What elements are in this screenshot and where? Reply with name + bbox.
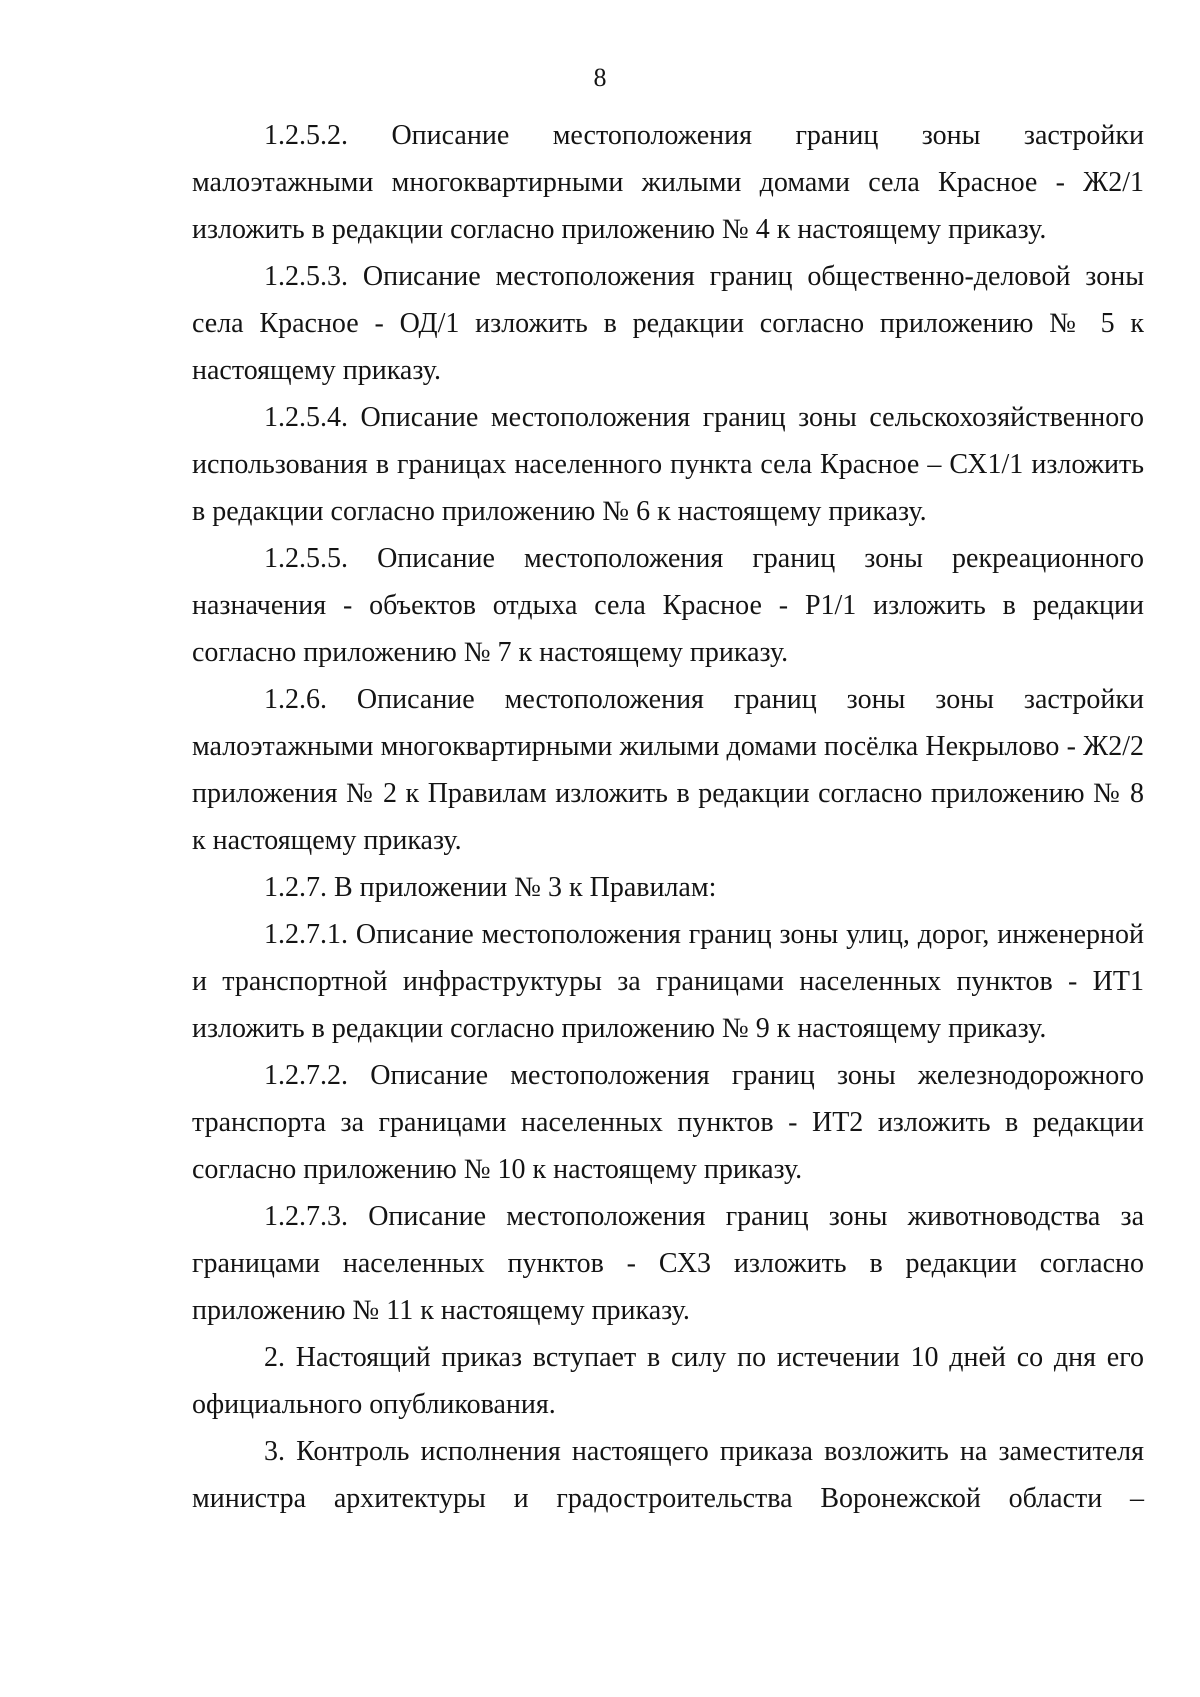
document-body [192,112,1144,1522]
paragraph-1-2-7-2: 1.2.7.2. Описание местоположения границ зоны железнодорожного транспорта за границами населенных пунктов - ИТ2 изложить в редакции согласно приложению № 10 к настоящему приказу. [192,1060,1144,1185]
paragraph-1-2-5-4: 1.2.5.4. Описание местоположения границ зоны сельскохозяйственного использования в границах населенного пункта села Красное – СХ1/1 изложить в редакции согласно приложению № 6 к настоящему приказу. [192,402,1144,527]
paragraph-1-2-7-3: 1.2.7.3. Описание местоположения границ зоны животноводства за границами населенных пунктов - СХ3 изложить в редакции согласно приложению № 11 к настоящему приказу. [192,1201,1144,1326]
paragraph-1-2-7-1: 1.2.7.1. Описание местоположения границ зоны улиц, дорог, инженерной и транспортной инфраструктуры за границами населенных пунктов - ИТ1 изложить в редакции согласно приложению № 9 к настоящему приказу. [192,919,1144,1044]
paragraph-1-2-5-2: 1.2.5.2. Описание местоположения границ зоны застройки малоэтажными многоквартирными жилыми домами села Красное - Ж2/1 изложить в редакции согласно приложению № 4 к настоящему приказу. [192,120,1144,245]
paragraph-1-2-6: 1.2.6. Описание местоположения границ зоны зоны застройки малоэтажными многоквартирными жилыми домами посёлка Некрылово - Ж2/2 приложения № 2 к Правилам изложить в редакции согласно приложению № 8 к настоящему приказу. [192,684,1144,856]
paragraph-2: 2. Настоящий приказ вступает в силу по истечении 10 дней со дня его официального опубликования. [192,1342,1144,1420]
paragraph-1-2-5-5: 1.2.5.5. Описание местоположения границ зоны рекреационного назначения - объектов отдыха села Красное - Р1/1 изложить в редакции согласно приложению № 7 к настоящему приказу. [192,543,1144,668]
paragraph-3: 3. Контроль исполнения настоящего приказа возложить на заместителя министра архитектуры и градостроительства Воронежской области – [192,1436,1144,1514]
paragraph-1-2-7: 1.2.7. В приложении № 3 к Правилам: [264,872,717,903]
paragraph-1-2-5-3: 1.2.5.3. Описание местоположения границ общественно-деловой зоны села Красное - ОД/1 изложить в редакции согласно приложению № 5 к настоящему приказу. [192,261,1144,386]
page-number: 8 [593,63,607,92]
